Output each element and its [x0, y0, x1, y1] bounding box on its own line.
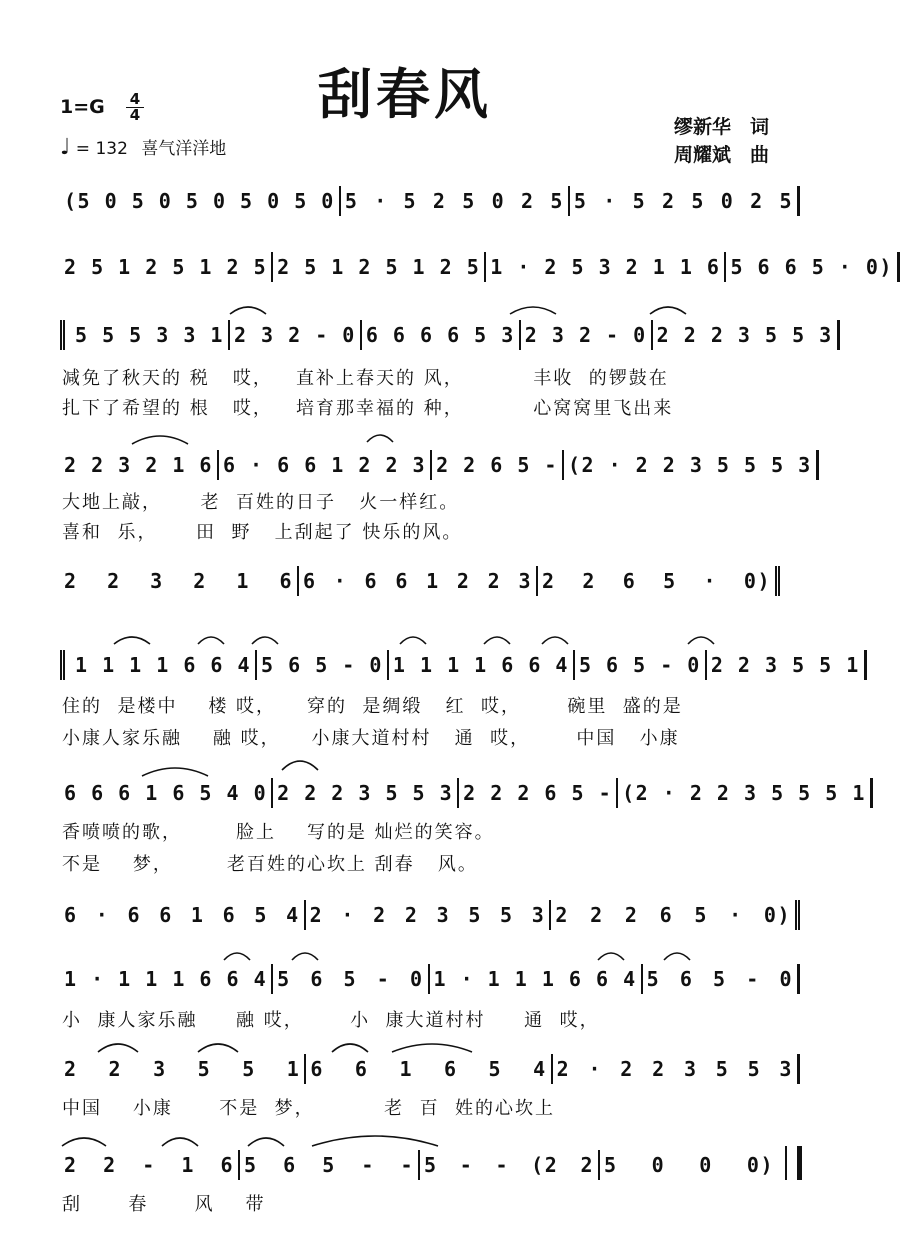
lyric-line: 住的 是楼中 楼 哎， 穿的 是绸缎 红 哎， 碗里 盛的是 [62, 696, 683, 717]
score-system-1 [60, 186, 800, 216]
composer-credit: 周耀斌 曲 [674, 144, 770, 166]
final-barline [785, 1146, 802, 1180]
slur-mark [140, 760, 210, 778]
slur-mark [648, 300, 688, 316]
measure: 1 · 1 1 1 6 6 4 [430, 964, 643, 994]
time-signature [126, 92, 144, 123]
measure: 2 2 6 5 · 0) [538, 566, 780, 596]
measure: 5 · 5 2 5 0 2 5 [570, 186, 800, 216]
measure: 2 2 3 5 5 1 [707, 650, 867, 680]
measure: 1 1 1 1 6 6 4 [71, 650, 257, 680]
measure: 6 6 6 6 5 3 [362, 320, 521, 350]
tempo-expression: 喜气洋洋地 [141, 139, 227, 159]
measure: (5 0 5 0 5 0 5 0 5 0 [60, 186, 341, 216]
score-system-11 [60, 1150, 778, 1180]
slur-mark [290, 946, 320, 962]
measure: 2 2 6 5 - [432, 450, 564, 480]
measure: 5 6 5 - 0 [643, 964, 800, 994]
lyric-line: 刮 春 风 带 [62, 1194, 266, 1215]
measure: 1 · 1 1 1 6 6 4 [60, 964, 273, 994]
measure: 6 6 1 6 5 4 [306, 1054, 552, 1084]
lyric-line: 大地上敲， 老 百姓的日子 火一样红。 [62, 492, 460, 513]
slur-mark [365, 428, 395, 444]
measure: 5 0 0 0) [604, 1153, 774, 1177]
quarter-note-icon: ♩ [60, 135, 71, 160]
song-title: 刮春风 [318, 62, 492, 126]
slur-mark [196, 630, 226, 646]
slur-mark [196, 1036, 240, 1054]
slur-mark [310, 1126, 440, 1148]
measure: 2 2 2 3 5 5 3 [273, 778, 459, 808]
slur-mark [540, 630, 570, 646]
lyricist-credit: 缪新华 词 [674, 116, 770, 138]
measure: 2 2 3 2 1 6 [60, 566, 299, 596]
measure: 2 2 2 3 5 5 3 [653, 320, 840, 350]
slur-mark [482, 630, 512, 646]
score-system-7 [60, 778, 866, 808]
lyric-line: 小 康人家乐融 融 哎， 小 康大道村村 通 哎， [62, 1010, 600, 1031]
slur-mark [222, 946, 252, 962]
slur-mark [246, 1130, 286, 1148]
measure: 5 5 5 3 3 1 [71, 320, 230, 350]
measure: 5 6 5 - 0 [257, 650, 389, 680]
lyric-line: 减免了秋天的 税 哎， 直补上春天的 风， 丰收 的锣鼓在 [62, 368, 669, 389]
lyric-line: 香喷喷的歌， 脸上 写的是 灿烂的笑容。 [62, 822, 495, 843]
time-signature-bottom: 4 [129, 106, 141, 124]
slur-mark [130, 428, 190, 446]
measure: 2 2 - 1 6 [60, 1150, 240, 1180]
measure: 6 6 6 1 6 5 4 0 [60, 778, 273, 808]
slur-mark [390, 1036, 474, 1054]
key-signature: 1=G [60, 96, 105, 118]
measure: 2 2 3 2 1 6 [60, 450, 219, 480]
measure: 2 · 2 2 3 5 5 3 [306, 900, 552, 930]
slur-mark [228, 300, 268, 316]
slur-mark [60, 1130, 108, 1148]
measure: 5 6 5 - - [240, 1150, 420, 1180]
measure: 2 3 2 - 0 [521, 320, 653, 350]
score-system-4 [60, 450, 812, 480]
measure: 6 · 6 6 1 2 2 3 [219, 450, 432, 480]
slur-mark [250, 630, 280, 646]
measure: (2 · 2 2 3 5 5 5 3 [564, 450, 819, 480]
measure: (2 · 2 2 3 5 5 5 1 [618, 778, 873, 808]
measure: 2 5 1 2 5 1 2 5 [60, 252, 273, 282]
slur-mark [596, 946, 626, 962]
measure: 2 5 1 2 5 1 2 5 [273, 252, 486, 282]
lyric-line: 中国 小康 不是 梦， 老 百 姓的心坎上 [62, 1098, 556, 1119]
score-system-9 [60, 964, 800, 994]
slur-mark [330, 1036, 370, 1054]
measure: 5 6 5 - 0 [273, 964, 429, 994]
slur-mark [508, 300, 558, 316]
measure: 2 3 2 - 0 [230, 320, 362, 350]
lyric-line: 扎下了希望的 根 哎， 培育那幸福的 种， 心窝窝里飞出来 [62, 398, 674, 419]
score-system-5 [60, 566, 780, 596]
lyric-line: 喜和 乐， 田 野 上刮起了 快乐的风。 [62, 522, 463, 543]
measure: 5 - - (2 2 [420, 1150, 600, 1180]
score-system-10 [60, 1054, 800, 1084]
score-system-2 [60, 252, 893, 282]
slur-mark [662, 946, 692, 962]
tempo-marking [60, 134, 226, 160]
slur-mark [280, 752, 320, 772]
measure: 5 6 5 - 0 [575, 650, 707, 680]
measure: 2 2 2 6 5 - [459, 778, 618, 808]
measure: 2 · 2 2 3 5 5 3 [553, 1054, 800, 1084]
score-system-6 [60, 650, 860, 680]
measure: 6 · 6 6 1 2 2 3 [299, 566, 538, 596]
measure: 1 · 2 5 3 2 1 1 6 [486, 252, 726, 282]
lyric-line: 不是 梦， 老百姓的心坎上 刮春 风。 [62, 854, 478, 875]
measure: 2 2 2 6 5 · 0) [551, 900, 800, 930]
slur-mark [112, 630, 152, 646]
lyric-line: 小康人家乐融 融 哎， 小康大道村村 通 哎， 中国 小康 [62, 728, 680, 749]
measure: 5 · 5 2 5 0 2 5 [341, 186, 570, 216]
score-system-8 [60, 900, 800, 930]
measure: 1 1 1 1 6 6 4 [389, 650, 575, 680]
tempo-bpm: = 132 [75, 139, 128, 159]
time-signature-top: 4 [129, 90, 141, 108]
slur-mark [96, 1036, 140, 1054]
measure: 2 2 3 5 5 1 [60, 1054, 306, 1084]
score-system-3 [60, 320, 833, 350]
slur-mark [398, 630, 428, 646]
slur-mark [686, 630, 716, 646]
slur-mark [160, 1130, 200, 1148]
measure: 5 6 6 5 · 0) [726, 252, 900, 282]
measure: 6 · 6 6 1 6 5 4 [60, 900, 306, 930]
